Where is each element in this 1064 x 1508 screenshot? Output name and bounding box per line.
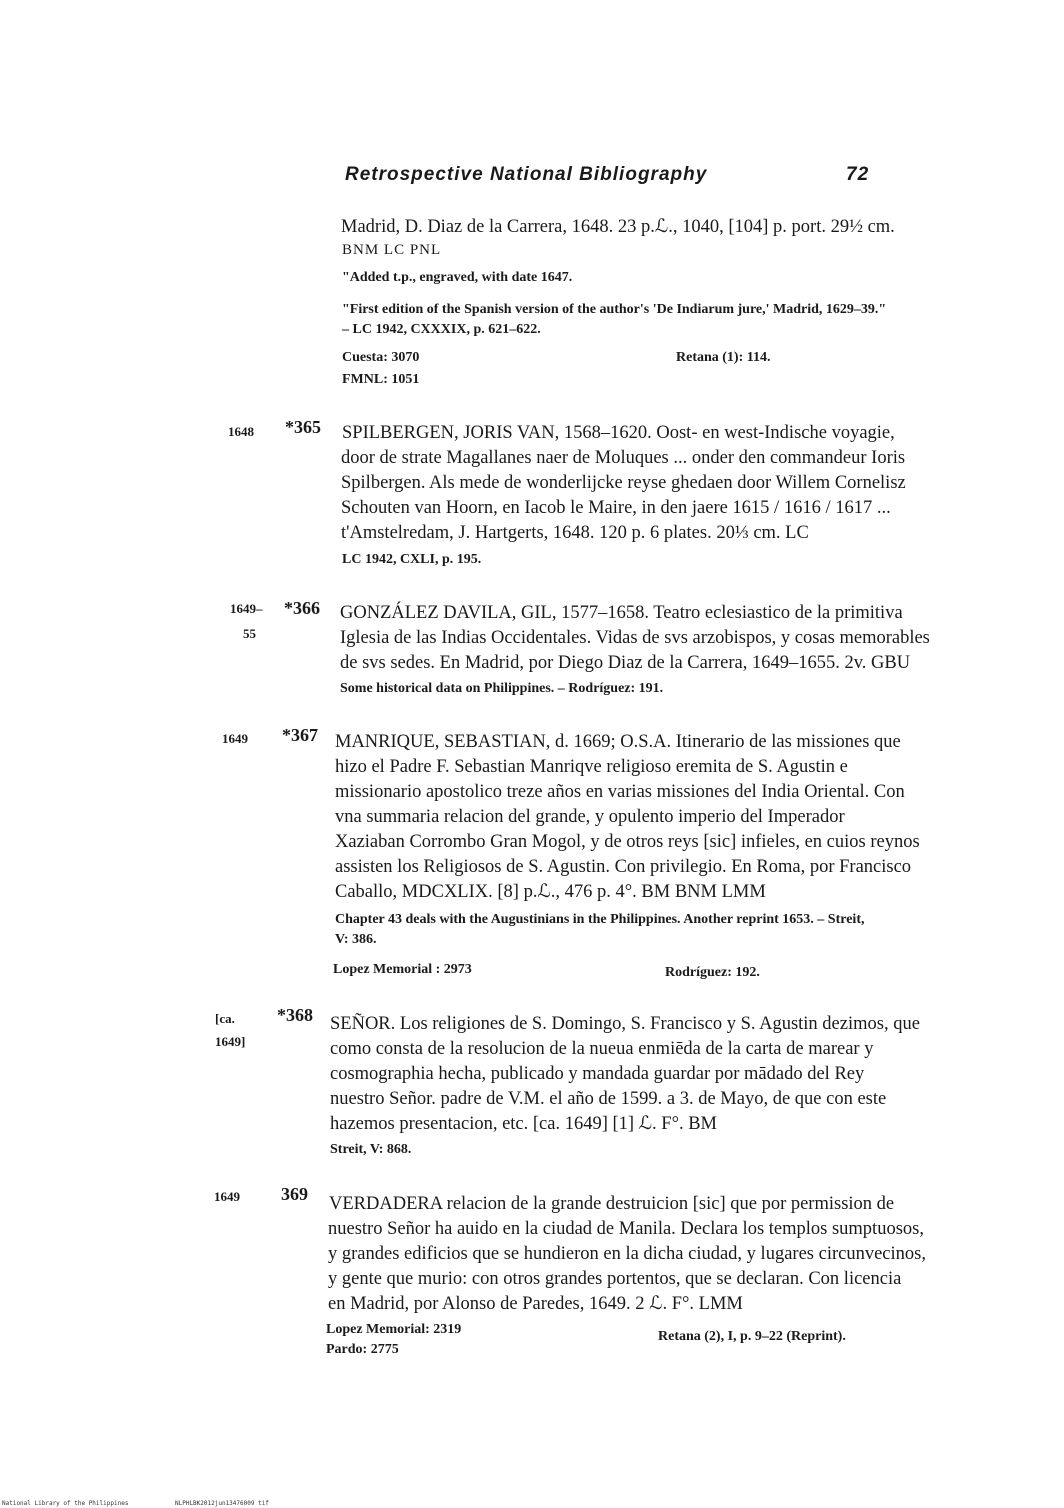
entry-number: *365 (285, 417, 321, 437)
entry-line: VERDADERA relacion de la grande destruicion [sic] que por permission de (329, 1194, 895, 1214)
note-line: Streit, V: 868. (330, 1142, 412, 1157)
entry-line: nuestro Señor. padre de V.M. el año de 1599. a 3. de Mayo, de que con este (330, 1089, 887, 1109)
scan-footer-left: National Library of the Philippines (2, 1500, 129, 1507)
entry-line: SPILBERGEN, JORIS VAN, 1568–1620. Oost- en west-Indische voyagie, (342, 423, 895, 443)
reference: FMNL: 1051 (342, 372, 420, 387)
entry-year-end: 55 (243, 626, 256, 641)
entry-year-end: 1649] (215, 1034, 246, 1049)
entry-year: 1649– (230, 601, 263, 616)
entry-line: Xaziaban Corrombo Gran Mogol, y de otros reys [sic] infieles, en cuios reynos (335, 832, 920, 852)
note-line: Chapter 43 deals with the Augustinians in the Philippines. Another reprint 1653. – Streit, (335, 912, 865, 927)
holding-libraries: BNM LC PNL (342, 242, 442, 258)
entry-number: *366 (284, 598, 320, 618)
reference: Cuesta: 3070 (342, 350, 420, 365)
entry-line: Spilbergen. Als mede de wonderlijcke reyse ghedaen door Willem Cornelisz (341, 473, 906, 493)
note-line: Some historical data on Philippines. – Rodríguez: 191. (340, 681, 664, 696)
entry-year: 1648 (228, 424, 254, 439)
reference: Rodríguez: 192. (665, 965, 760, 980)
entry-line: SEÑOR. Los religiones de S. Domingo, S. Francisco y S. Agustin dezimos, que (330, 1014, 920, 1034)
note-line: V: 386. (335, 932, 377, 947)
entry-year: 1649 (214, 1189, 240, 1204)
entry-line: cosmographia hecha, publicado y mandada guardar por mādado del Rey (330, 1064, 865, 1084)
entry-line: hizo el Padre F. Sebastian Manriqve religioso eremita de S. Agustin e (335, 757, 848, 777)
reference: Retana (1): 114. (676, 350, 771, 365)
reference: Pardo: 2775 (326, 1342, 399, 1357)
entry-line: GONZÁLEZ DAVILA, GIL, 1577–1658. Teatro eclesiastico de la primitiva (340, 603, 903, 623)
note-line: LC 1942, CXLI, p. 195. (342, 552, 482, 567)
entry-line: Caballo, MDCXLIX. [8] p.ℒ., 476 p. 4°. BM BNM LMM (335, 882, 766, 902)
note-line: "Added t.p., engraved, with date 1647. (342, 270, 573, 285)
scan-footer-right: NLPHLBK2012jun13476009 tif (175, 1500, 269, 1507)
entry-line: door de strate Magallanes naer de Moluques ... onder den commandeur Ioris (341, 448, 906, 468)
entry-year: [ca. (215, 1011, 235, 1026)
reference: Retana (2), I, p. 9–22 (Reprint). (658, 1329, 846, 1344)
page-number: 72 (846, 164, 870, 185)
reference: Lopez Memorial: 2319 (326, 1322, 462, 1337)
entry-line: MANRIQUE, SEBASTIAN, d. 1669; O.S.A. Itinerario de las missiones que (335, 732, 901, 752)
reference: Lopez Memorial : 2973 (333, 962, 472, 977)
note-line: – LC 1942, CXXXIX, p. 621–622. (342, 322, 541, 337)
note-line: "First edition of the Spanish version of the author's 'De Indiarum jure,' Madrid, 1629–39." (342, 302, 887, 317)
entry-line: assisten los Religiosos de S. Agustin. Con privilegio. En Roma, por Francisco (335, 857, 912, 877)
entry-line: y gente que murio: con otros grandes portentos, que se declaran. Con licencia (328, 1269, 902, 1289)
entry-line: missionario apostolico treze años en varias missiones del India Oriental. Con (335, 782, 905, 802)
entry-line: nuestro Señor ha auido en la ciudad de Manila. Declara los templos sumptuosos, (328, 1219, 924, 1239)
entry-line: hazemos presentacion, etc. [ca. 1649] [1] ℒ. F°. BM (330, 1114, 718, 1134)
entry-number: 369 (281, 1184, 308, 1204)
entry-number: *367 (282, 725, 318, 745)
entry-year: 1649 (222, 731, 248, 746)
entry-line: Iglesia de las Indias Occidentales. Vidas de svs arzobispos, y cosas memorables (340, 628, 930, 648)
continuation-line: Madrid, D. Diaz de la Carrera, 1648. 23 p.ℒ., 1040, [104] p. port. 29½ cm. (341, 217, 895, 237)
entry-line: Schouten van Hoorn, en Iacob le Maire, in den jaere 1615 / 1616 / 1617 ... (341, 498, 891, 518)
entry-line: t'Amstelredam, J. Hartgerts, 1648. 120 p. 6 plates. 20⅓ cm. LC (341, 523, 809, 543)
entry-line: de svs sedes. En Madrid, por Diego Diaz de la Carrera, 1649–1655. 2v. GBU (340, 653, 911, 673)
entry-line: como consta de la resolucion de la nueua enmiēda de la carta de marear y (330, 1039, 874, 1059)
entry-line: vna summaria relacion del grande, y opulento imperio del Imperador (335, 807, 845, 827)
running-head-title: Retrospective National Bibliography (345, 164, 708, 185)
entry-line: y grandes edificios que se hundieron en la dicha ciudad, y lugares circunvecinos, (328, 1244, 926, 1264)
entry-number: *368 (277, 1005, 313, 1025)
entry-line: en Madrid, por Alonso de Paredes, 1649. 2 ℒ. F°. LMM (328, 1294, 743, 1314)
